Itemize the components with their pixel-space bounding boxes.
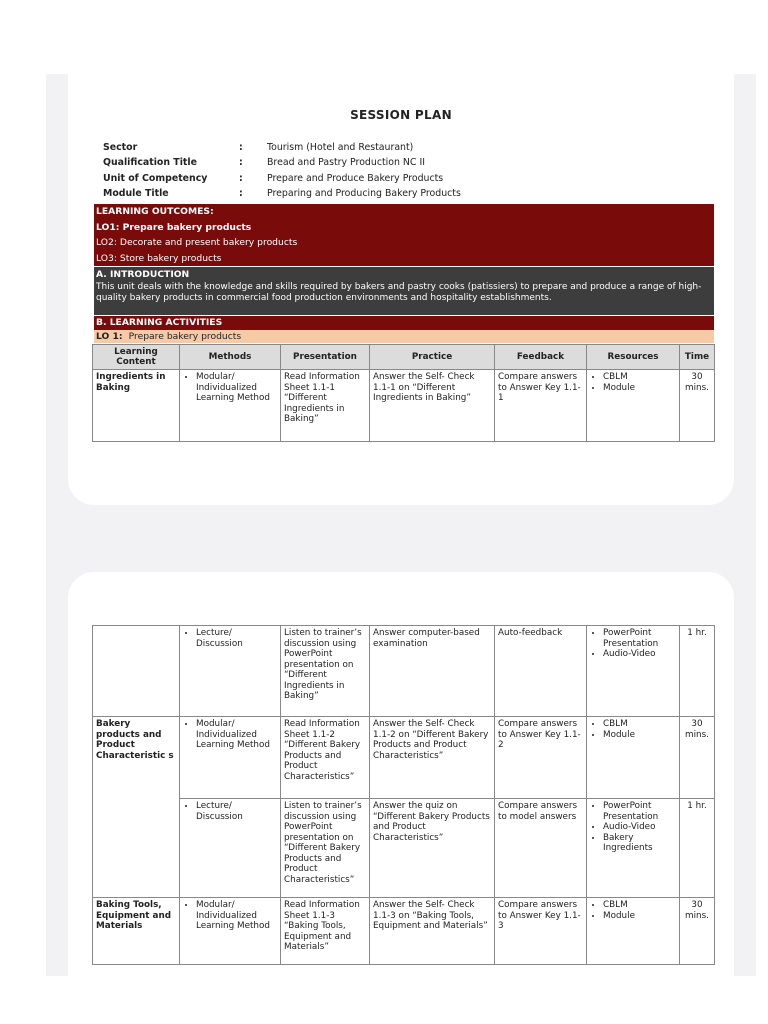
resource-item: • PowerPoint Presentation [603, 628, 676, 649]
method-item: • Lecture/ Discussion [196, 628, 277, 649]
page-title: SESSION PLAN [350, 108, 452, 122]
lo1-bar [94, 330, 714, 343]
learning-content-cell: Baking Tools, Equipment and Materials [93, 898, 180, 965]
practice-cell: Answer computer-based examination [370, 626, 495, 717]
feedback-cell: Compare answers to Answer Key 1.1-3 [495, 898, 587, 965]
lo1-text: Prepare bakery products [128, 331, 242, 342]
info-label: Unit of Competency [103, 172, 208, 184]
column-header: Time [680, 345, 715, 370]
info-row-qualification [103, 155, 461, 170]
info-value: Preparing and Producing Bakery Products [267, 188, 461, 200]
resource-item: • Audio-Video [603, 822, 676, 833]
practice-cell: Answer the Self- Check 1.1-2 on “Different Bakery Products and Product Characteristics” [370, 717, 495, 799]
learning-outcome-3: LO3: Store bakery products [96, 252, 222, 264]
activities-table [92, 344, 715, 442]
info-row-sector [103, 140, 461, 155]
practice-cell: Answer the quiz on “Different Bakery Products and Product Characteristics” [370, 799, 495, 898]
practice-cell: Answer the Self- Check 1.1-1 on “Different Ingredients in Baking” [370, 370, 495, 442]
method-item: • Modular/ Individualized Learning Method [196, 372, 277, 404]
methods-cell [180, 799, 281, 898]
info-colon: : [239, 188, 243, 200]
introduction-heading: A. INTRODUCTION [96, 269, 190, 280]
learning-content-cell [93, 626, 180, 717]
resource-item: • PowerPoint Presentation [603, 801, 676, 822]
page-2 [68, 572, 734, 976]
methods-cell [180, 370, 281, 442]
learning-outcomes-heading: LEARNING OUTCOMES: [96, 206, 214, 217]
method-item: • Lecture/ Discussion [196, 801, 277, 822]
info-colon: : [239, 142, 243, 154]
info-colon: : [239, 157, 243, 169]
feedback-cell: Auto-feedback [495, 626, 587, 717]
resources-cell [587, 370, 680, 442]
learning-activities-heading: B. LEARNING ACTIVITIES [94, 316, 714, 330]
resource-item: • Module [603, 730, 676, 741]
column-header: Presentation [281, 345, 370, 370]
column-header: Resources [587, 345, 680, 370]
feedback-cell: Compare answers to model answers [495, 799, 587, 898]
presentation-cell: Read Information Sheet 1.1-1 “Different Ingredients in Baking” [281, 370, 370, 442]
info-table [103, 140, 461, 201]
time-cell: 30 mins. [680, 370, 715, 442]
table-row [93, 370, 715, 442]
learning-outcome-2: LO2: Decorate and present bakery products [96, 237, 298, 248]
feedback-cell: Compare answers to Answer Key 1.1-2 [495, 717, 587, 799]
info-value: Bread and Pastry Production NC II [267, 157, 425, 169]
resources-cell [587, 898, 680, 965]
table-row [93, 799, 715, 898]
presentation-cell: Read Information Sheet 1.1-2 “Different Bakery Products and Product Characteristics” [281, 717, 370, 799]
table-row [93, 717, 715, 799]
column-header: Learning Content [93, 345, 180, 370]
resources-cell [587, 799, 680, 898]
learning-outcome-1: LO1: Prepare bakery products [96, 221, 252, 233]
column-header: Feedback [495, 345, 587, 370]
info-colon: : [239, 172, 243, 184]
resource-item: • CBLM [603, 719, 676, 730]
table-header-row [93, 345, 715, 370]
introduction-text: This unit deals with the knowledge and skills required by bakers and pastry cooks (patissiers) to prepare and produce a range of high-quality bakery products in commercial food production environments and hospitality establishments. [96, 282, 702, 303]
time-cell: 1 hr. [680, 626, 715, 717]
resources-cell [587, 717, 680, 799]
info-row-module [103, 186, 461, 201]
resource-item: • Bakery Ingredients [603, 833, 676, 854]
resource-item: • Module [603, 383, 676, 394]
resources-cell [587, 626, 680, 717]
method-item: • Modular/ Individualized Learning Method [196, 900, 277, 932]
resource-item: • Module [603, 911, 676, 922]
table-row [93, 898, 715, 965]
feedback-cell: Compare answers to Answer Key 1.1-1 [495, 370, 587, 442]
info-label: Module Title [103, 188, 169, 200]
presentation-cell: Read Information Sheet 1.1-3 “Baking Tools, Equipment and Materials” [281, 898, 370, 965]
learning-outcomes-section [94, 204, 714, 266]
info-label: Sector [103, 142, 138, 154]
introduction-section [94, 267, 714, 315]
methods-cell [180, 898, 281, 965]
presentation-cell: Listen to trainer’s discussion using PowerPoint presentation on “Different Ingredients in Baking” [281, 626, 370, 717]
resource-item: • CBLM [603, 372, 676, 383]
time-cell: 30 mins. [680, 717, 715, 799]
column-header: Methods [180, 345, 281, 370]
practice-cell: Answer the Self- Check 1.1-3 on “Baking Tools, Equipment and Materials” [370, 898, 495, 965]
learning-content-cell: Ingredients in Baking [93, 370, 180, 442]
info-label: Qualification Title [103, 157, 197, 169]
column-header: Practice [370, 345, 495, 370]
resource-item: • Audio-Video [603, 649, 676, 660]
resource-item: • CBLM [603, 900, 676, 911]
info-value: Tourism (Hotel and Restaurant) [267, 142, 414, 154]
lo1-label: LO 1: [96, 331, 123, 342]
presentation-cell: Listen to trainer’s discussion using PowerPoint presentation on “Different Bakery Products and Product Characteristics” [281, 799, 370, 898]
time-cell: 1 hr. [680, 799, 715, 898]
methods-cell [180, 717, 281, 799]
methods-cell [180, 626, 281, 717]
learning-content-cell [93, 799, 180, 898]
document-viewer [46, 74, 756, 976]
learning-content-cell: Bakery products and Product Characteristic s [93, 717, 180, 799]
method-item: • Modular/ Individualized Learning Method [196, 719, 277, 751]
activities-table-continued [92, 625, 715, 965]
info-row-unit [103, 171, 461, 186]
time-cell: 30 mins. [680, 898, 715, 965]
table-row [93, 626, 715, 717]
info-value: Prepare and Produce Bakery Products [267, 172, 444, 184]
page-1 [68, 74, 734, 505]
